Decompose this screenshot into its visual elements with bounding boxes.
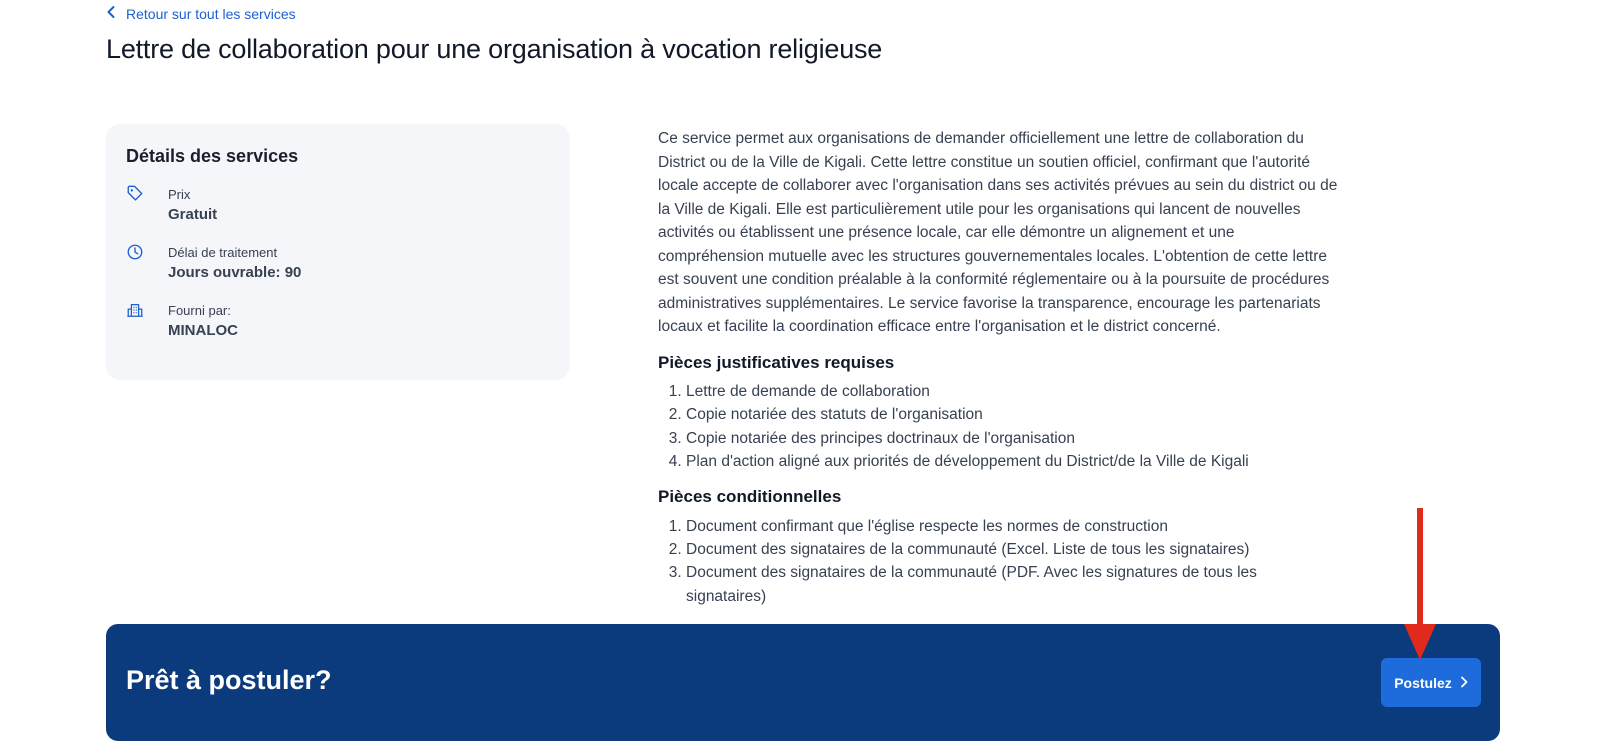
tag-icon: [126, 185, 146, 205]
page-title: Lettre de collaboration pour une organisation à vocation religieuse: [106, 34, 883, 64]
list-item: 2. Copie notariée des statuts de l'organisation: [686, 403, 1338, 426]
annotation-arrow-icon: [1400, 508, 1440, 668]
service-details-card: [106, 124, 570, 380]
detail-value: MINALOC: [168, 322, 238, 339]
list-item: 3. Document des signataires de la communauté (PDF. Avec les signatures de tous les signataires): [686, 561, 1338, 608]
service-description-section: [658, 127, 1338, 608]
detail-row-processing-time: [126, 245, 550, 281]
chevron-right-icon: [1460, 675, 1468, 691]
apply-banner: [106, 624, 1500, 741]
conditional-docs-title: Pièces conditionnelles: [658, 487, 842, 507]
back-link[interactable]: [106, 5, 296, 22]
apply-banner-title: Prêt à postuler?: [126, 665, 332, 695]
chevron-left-icon: [106, 5, 116, 22]
detail-value: Gratuit: [168, 206, 218, 223]
required-docs-title: Pièces justificatives requises: [658, 352, 895, 372]
detail-label: Fourni par:: [168, 303, 231, 318]
list-item: 1. Lettre de demande de collaboration: [686, 380, 1338, 403]
list-item: 3. Copie notariée des principes doctrinaux de l'organisation: [686, 427, 1338, 450]
details-title: Détails des services: [126, 146, 299, 166]
list-item: 4. Plan d'action aligné aux priorités de développement du District/de la Ville de Kigali: [686, 450, 1338, 473]
list-item: 2. Document des signataires de la communauté (Excel. Liste de tous les signataires): [686, 538, 1338, 561]
building-icon: [126, 301, 146, 321]
clock-icon: [126, 243, 146, 263]
list-item: 1. Document confirmant que l'église respecte les normes de construction: [686, 515, 1338, 538]
back-link-label: Retour sur tout les services: [126, 5, 296, 22]
detail-label: Délai de traitement: [168, 245, 278, 260]
detail-row-provider: [126, 303, 550, 339]
detail-value: Jours ouvrable: 90: [168, 264, 302, 281]
apply-button-label: Postulez: [1394, 674, 1452, 691]
detail-row-price: [126, 187, 550, 223]
detail-label: Prix: [168, 187, 191, 202]
conditional-docs-list: [686, 515, 1338, 608]
service-description: Ce service permet aux organisations de demander officiellement une lettre de collaboration du District ou de la Ville de Kigali. Cette lettre constitue un soutien officiel, confirmant que l'autorité locale accepte de collaborer avec l'organisation dans ses activités prévues au sein du district ou de la Ville de Kigali. Elle est particulièrement utile pour les organisations qui lancent de nouvelles activités ou établissent une présence locale, car elle démontre un alignement et une compréhension mutuelle avec les structures gouvernementales locales. L'obtention de cette lettre est souvent une condition préalable à la conformité réglementaire ou à la poursuite de procédures administratives supplémentaires. Le service favorise la transparence, encourage les partenariats locaux et facilite la coordination efficace entre l'organisation et le district concerné.: [658, 130, 1338, 335]
required-docs-list: [686, 380, 1338, 473]
